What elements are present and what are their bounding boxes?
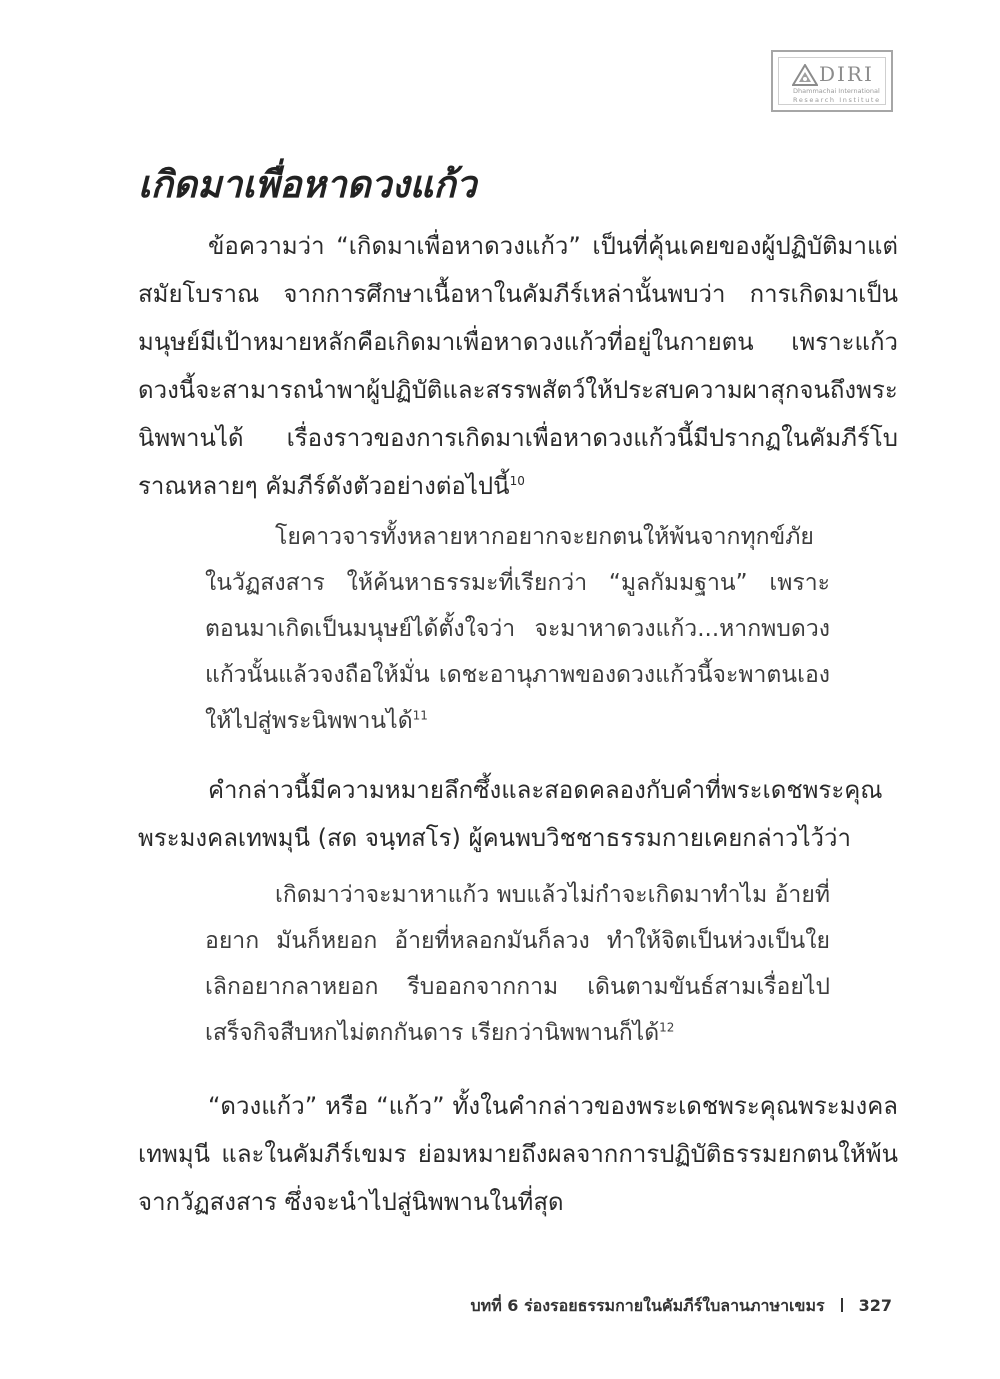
paragraph-text: ข้อความว่า “เกิดมาเพื่อหาดวงแก้ว” เป็นที่คุ้นเคยของผู้ปฏิบัติมาแต่สมัยโบราณ จากการศึกษาเนื้อหาในคัมภีร์เหล่านั้นพบว่า การเกิดมาเป็นมนุษย์มีเป้าหมายหลักคือเกิดมาเพื่อหาดวงแก้วที่อยู่ในกายตน เพราะแก้วดวงนี้จะสามารถนำพาผู้ปฏิบัติและสรรพสัตว์ให้ประสบความผาสุกจนถึงพระนิพพานได้ เรื่องราวของการเกิดมาเพื่อหาดวงแก้วนี้มีปรากฏในคัมภีร์โบราณหลายๆ คัมภีร์ดังตัวอย่างต่อไปนี้ (138, 232, 898, 500)
quote-text: เกิดมาว่าจะมาหาแก้ว พบแล้วไม่กำจะเกิดมาทำไม อ้ายที่อยาก มันก็หยอก อ้ายที่หลอกมันก็ลวง ทำให้จิตเป็นห่วงเป็นใย เลิกอยากลาหยอก รีบออกจากกาม เดินตามขันธ์สามเรื่อยไป เสร็จกิจสืบหกไม่ตกกันดาร เรียกว่านิพพานก็ได้ (205, 882, 830, 1046)
paragraph-saying (138, 766, 898, 862)
triangle-emblem-icon (792, 64, 818, 86)
indent (138, 232, 208, 260)
block-quote-second (205, 872, 830, 1056)
footnote-ref: 10 (509, 474, 525, 488)
section-heading: เกิดมาเพื่อหาดวงแก้ว (138, 163, 477, 206)
footnote-ref: 12 (659, 1020, 675, 1035)
page-footer (470, 1294, 892, 1318)
paragraph-text: คำกล่าวนี้มีความหมายลึกซึ้งและสอดคลองกับคำที่พระเดชพระคุณพระมงคลเทพมุนี (สด จนฺทสโร) ผู้คนพบวิชชาธรรมกายเคยกล่าวไว้ว่า (138, 776, 883, 852)
logo-subtitle-line-1: Dhammachai International (793, 87, 880, 95)
logo-frame (778, 57, 886, 105)
running-chapter-title: บทที่ 6 ร่องรอยธรรมกายในคัมภีร์ใบลานภาษาเขมร (470, 1296, 825, 1315)
indent (205, 524, 275, 550)
page-number: 327 (858, 1296, 892, 1315)
indent (138, 1092, 208, 1120)
indent (138, 776, 208, 804)
block-quote-first (205, 514, 830, 744)
indent (205, 882, 275, 908)
logo-subtitle-line-2: Research Institute (793, 96, 881, 104)
quote-text: โยคาวจารทั้งหลายหากอยากจะยกตนให้พ้นจากทุกข์ภัยในวัฏสงสาร ให้ค้นหาธรรมะที่เรียกว่า “มูลกัมมฐาน” เพราะตอนมาเกิดเป็นมนุษย์ได้ตั้งใจว่า จะมาหาดวงแก้ว...หากพบดวงแก้วนั้นแล้วจงถือให้มั่น เดชะอานุภาพของดวงแก้วนี้จะพาตนเองให้ไปสู่พระนิพพานได้ (205, 524, 830, 734)
paragraph-intro (138, 222, 898, 510)
footnote-ref: 11 (412, 708, 428, 723)
footer-divider (841, 1298, 843, 1312)
diri-logo (771, 50, 893, 112)
paragraph-conclusion (138, 1082, 898, 1226)
paragraph-text: “ดวงแก้ว” หรือ “แก้ว” ทั้งในคำกล่าวของพระเดชพระคุณพระมงคลเทพมุนี และในคัมภีร์เขมร ย่อมหมายถึงผลจากการปฏิบัติธรรมยกตนให้พ้นจากวัฏสงสาร ซึ่งจะนำไปสู่นิพพานในที่สุด (138, 1092, 898, 1216)
logo-name: DIRI (819, 62, 874, 86)
